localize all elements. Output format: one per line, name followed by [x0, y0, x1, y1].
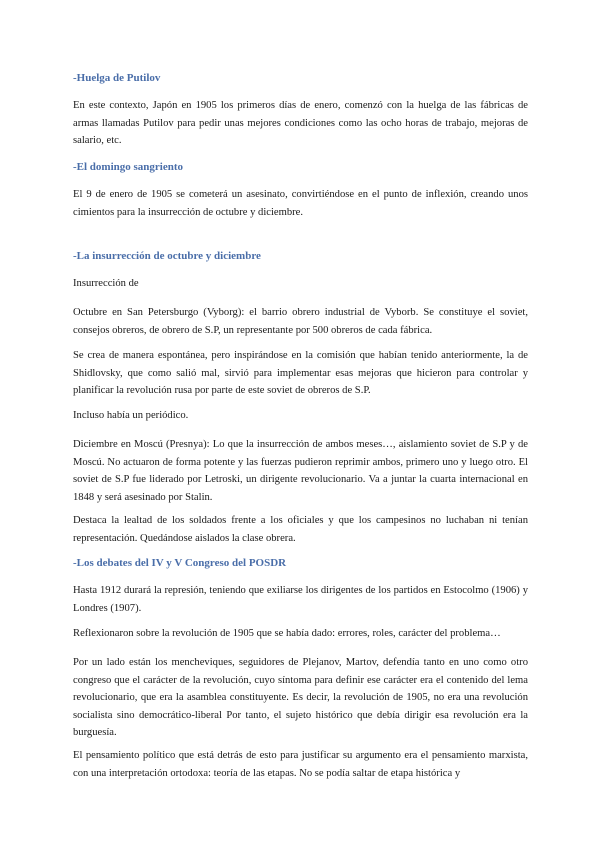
- paragraph-insurreccion-de: Insurrección de: [73, 278, 139, 289]
- paragraph-reflexionaron: Reflexionaron sobre la revolución de 1905 que se había dado: errores, roles, carácter del problema…: [73, 628, 501, 639]
- paragraph-espontanea: Se crea de manera espontánea, pero inspirándose en la comisión que habían tenido anteriormente, la de Shidlovsky, que como salió mal, sirvió para implementar esas mejoras que hicieron para controlar y planificar la revolución rusa por parte de este soviet de obreros de S.P.: [73, 350, 528, 397]
- paragraph-putilov: En este contexto, Japón en 1905 los primeros días de enero, comenzó con la huelga de las fábricas de armas llamadas Putilov para pedir unas mejores condiciones como las ocho horas de trabajo, mejoras de salario, etc.: [73, 100, 528, 147]
- paragraph-periodico: Incluso había un periódico.: [73, 410, 189, 421]
- paragraph-mencheviques: Por un lado están los mencheviques, seguidores de Plejanov, Martov, defendía tanto en uno como otro congreso que el carácter de la revolución, cuyo síntoma para definir ese carácter era el contenido del lema revolucionario, que era la asamblea constituyente. Es decir, la revolución de 1905, no era una revolución socialista sino democrático-liberal Por tanto, el sujeto histórico que debía dirigir esa revolución era la burguesía.: [73, 657, 528, 739]
- section-heading-domingo-sangriento: -El domingo sangriento: [73, 161, 184, 173]
- paragraph-domingo-sangriento: El 9 de enero de 1905 se cometerá un asesinato, convirtiéndose en el punto de inflexión, creando unos cimientos para la insurrección de octubre y diciembre.: [73, 189, 528, 218]
- section-heading-putilov: -Huelga de Putilov: [73, 72, 161, 84]
- paragraph-represion: Hasta 1912 durará la represión, teniendo que exiliarse los dirigentes de los partidos en Estocolmo (1906) y Londres (1907).: [73, 585, 528, 614]
- section-heading-debates: -Los debates del IV y V Congreso del POSDR: [73, 557, 287, 569]
- section-heading-insurreccion: -La insurrección de octubre y diciembre: [73, 250, 261, 262]
- paragraph-pensamiento: El pensamiento político que está detrás de esto para justificar su argumento era el pensamiento marxista, con una interpretación ortodoxa: teoría de las etapas. No se podía saltar de etapa histórica y: [73, 750, 528, 779]
- paragraph-octubre: Octubre en San Petersburgo (Vyborg): el barrio obrero industrial de Vyborb. Se constituye el soviet, consejos obreros, de obrero de S.P, un representante por 500 obreros de cada fábrica.: [73, 307, 528, 336]
- paragraph-soldados: Destaca la lealtad de los soldados frente a los oficiales y que los campesinos no luchaban ni tenían representación. Quedándose aislados la clase obrera.: [73, 515, 528, 544]
- paragraph-diciembre: Diciembre en Moscú (Presnya): Lo que la insurrección de ambos meses…, aislamiento soviet de S.P y de Moscú. No actuaron de forma potente y las fuerzas pudieron reprimir ambos, primero uno y luego otro. El soviet de S.P fue liderado por Letroski, un dirigente revolucionario. Va a juntar la cuarta internacional en 1848 y será asesinado por Stalin.: [73, 439, 528, 503]
